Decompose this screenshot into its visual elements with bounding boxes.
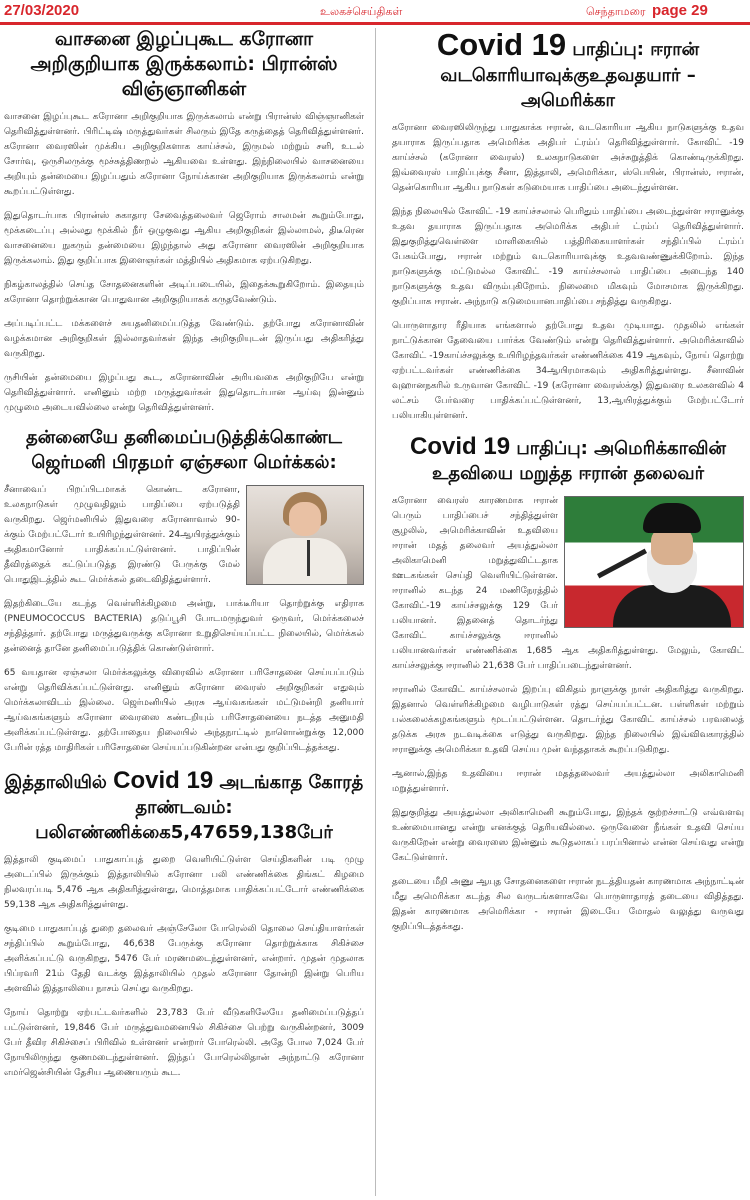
section-name: உலகச்செய்திகள்: [320, 5, 403, 18]
article-smell-loss: [4, 27, 364, 416]
article-paragraph: சீனாவைப் பிறப்பிடமாகக் கொண்ட கரோனா, உலகநாடுகள் முழுவதிலும் பாதிப்பை ஏற்படுத்தி வருகிறது. ஜெர்மனியில் இதுவரை கரோனாவால் 90-க்கும் மேற்பட்டோர் உயிரிழந்துள்ளனர். 24ஆயிரத்துக்கும் அதிகமானோர் பாதிக்கப்பட்டுள்ளனர். பாதிப்பின் தீவிரத்தைக் கட்டுப்படுத்த இரண்டு பேருக்கு மேல் பொதுஇடத்தில் கூட மெர்க்கல் தடைவிதித்துள்ளார்.: [4, 485, 240, 585]
article-paragraph: ஈரானில் கோவிட் காய்ச்சலால் இறப்பு விகிதம் நாளுக்கு நாள் அதிகரித்து வருகிறது. இதனால் வெள்ளிக்கிழமை வழிபாடுகள் ரத்து செய்யப்பட்டன. பள்ளிகள் மற்றும் பல்கலைக்கழகங்களும் மூடப்பட்டுள்ளன. தொடர்ந்து கோவிட் காய்ச்சல் பரவலைத் தடுக்க அரசு நடவடிக்கை எடுத்து வருகிறது. இந்த நிலையில் இவ்விவகாரத்தில் ஈரானுக்கு அமெரிக்கா உதவி செய்ய முன் வந்ததாகக் கூறப்படுகிறது.: [392, 685, 744, 755]
article-merkel: [4, 425, 364, 765]
article-us-aid: [392, 27, 744, 424]
paper-name: செந்தாமரை: [586, 5, 646, 18]
article-paragraph: தடையை மீறி அணு ஆயுத சோதனைகளை ஈரான் நடத்தியதன் காரணமாக அந்நாட்டின் மீது அமெரிக்கா கடந்த சில வருடங்களாகவே பொருளாதாரத் தடையை விதித்தது. இதன் காரணமாக அமெரிக்கா - ஈரான் இடையே மோதல் வலுத்து வருவது குறிப்பிடத்தக்கது.: [392, 877, 744, 932]
headline-part: அடங்காத கோரத் தாண்டவம்: பலிஎண்ணிக்கை5,47659,138பேர்: [35, 772, 364, 843]
headline-part: பாதிப்பு: அமெரிக்காவின் உதவியை மறுத்த ஈரான் தலைவர்: [432, 438, 726, 484]
headline-covid: Covid 19: [113, 767, 214, 794]
article-paragraph: பொருளாதார ரீதியாக எங்களால் தற்போது உதவ முடியாது. முதலில் எங்கள் நாட்டுக்கான தேவையை பார்க்க வேண்டும் என்று தெரிவித்துள்ளார். அமெரிக்காவில் கோவிட் -19காய்ச்சலுக்கு உயிரிழந்தவர்கள் எண்ணிக்கை 419 ஆகவும், நோய் தொற்று ஏற்பட்டவர்கள் எண்ணிக்கை 34ஆயிரமாகவும் அதிகரித்துள்ளது. சீனாவின் வுஹானநகரில் உருவான கோவிட் -19 (கரோனா வைரஸ்க்கு) இதுவரை உலகளவில் 4 லட்சம் பேர்வரை பாதிக்கப்பட்டுள்ளனர், 13,ஆயிரத்துக்கும் மேற்பட்டோர் பலியாகியுள்ளனர்.: [392, 321, 744, 421]
article-paragraph: கரோனா வைரஸிலிருந்து பாதுகாக்க ஈரான், வடகொரியா ஆகிய நாடுகளுக்கு உதவ தயாராக இருப்பதாக அமெரிக்க அதிபர் ட்ரம்ப் தெரிவித்துள்ளார். கோவிட் -19 காய்ச்சல் (கரோனா வைரஸ்) உலகநாடுகளை அச்சுறுத்திக் கொண்டிருக்கிறது. இவ்வைரஸ் பாதிப்புக்கு சீனா, இத்தாலி, அமெரிக்கா, ஸ்பெயின், பிரான்ஸ், ஈரான், தென்கொரியா ஆகிய நாடுகள் கடுமையாக பாதிப்பை அடைந்துள்ளன.: [392, 123, 744, 193]
article-paragraph: வாசனை இழப்புகூட கரோனா அறிகுறியாக இருக்கலாம் என்று பிரான்ஸ் விஞ்ஞானிகள் தெரிவித்துள்ளனர். பிரிட்டிஷ் மருத்துவர்கள் சிலரும் இதே கருத்தைத் தெரிவித்துள்ளனர். கரோனா வைரஸின் முக்கிய அறிகுறிகளாக காய்ச்சல், இருமல் மற்றும் சளி, உடல் சோர்வு, ஒருசிலருக்கு மூச்சுத்திணறல் ஆகியவை உள்ளது. இந்நிலையில் வாசனையை அறியும் தன்மையை இழப்பதும் கரோனா நோய்க்கான அறிகுறியாக இருக்கலாம் என்று கூறப்பட்டுள்ளது.: [4, 112, 364, 197]
headline-covid: Covid 19: [410, 433, 511, 460]
page-header: [0, 0, 750, 25]
issue-date: 27/03/2020: [4, 2, 80, 19]
article-paragraph: இதுதொடர்பாக பிரான்ஸ் சுகாதார சேவைத்தலைவர் ஜெரோம் சாலமன் கூறும்போது, மூக்கடைப்பு அல்லது மூக்கில் நீர் ஒழுகுவது ஆகிய அறிகுறிகள் இல்லாமல், திடீரென வாசனையை நுகரும் தன்மையை இழந்தால் அது கரோனா வைரஸின் அறிகுறியாக இருக்கலாம். இது குறிப்பாக இளைஞர்கள் மத்தியில் அதிகமாக ஏற்படுகிறது.: [4, 211, 364, 266]
article-paragraph: நோய் தொற்று ஏற்பட்டவர்களில் 23,783 பேர் வீடுகளிலேயே தனிமைப்படுத்தப் பட்டுள்ளனர், 19,846 பேர் மருத்துவமனையில் சிகிச்சை பெற்று வருகின்றனர், 3009 பேர் தீவிர சிகிச்சைப் பிரிவில் உள்ளனர் என்றார் போரெல்லி. அதே போல 7,024 பேர் நோயிலிருந்து குணமடைந்துள்ளனர். இந்தப் போரெல்லிதான் அந்நாட்டு கரோனா எமர்ஜென்சியின் தேசிய ஆணையரும் கூட.: [4, 1008, 364, 1078]
article-headline: வாசனை இழப்புகூட கரோனா அறிகுறியாக இருக்கலாம்: பிரான்ஸ் விஞ்ஞானிகள்: [30, 28, 338, 100]
right-column: [392, 25, 744, 1197]
merkel-photo: [246, 485, 364, 585]
article-paragraph: இதுகுறித்து அயத்துல்லா அலிகாமெனி கூறும்போது, இந்தக் குற்றச்சாட்டு எவ்வளவு உண்மையானது என்று எனக்குத் தெரியவில்லை. ஒருவேளை நீங்கள் உதவி செய்ய வருகிறேன் என்று வைரஸை இன்னும் கூடுதலாகப் பரப்பினால் என்ன செய்வது என்று கேட்டுள்ளார்.: [392, 808, 744, 863]
headline-part: பாதிப்பு: ஈரான் வடகொரியாவுக்குஉதவதயார் – அமெரிக்கா: [440, 39, 700, 111]
column-divider: [375, 28, 376, 1196]
article-paragraph: நிகழ்காலத்தில் செய்த சோதனைகளின் அடிப்படையில், இதைக்கூறுகிறோம். இதையும் கரோனா தொற்றுக்கான பொதுவான அறிகுறியாகக் கருதவேண்டும்.: [4, 280, 364, 305]
headline-part: இத்தாலியில்: [4, 772, 107, 793]
article-iran-refuses: [392, 433, 744, 935]
article-paragraph: இந்த நிலையில் கோவிட் -19 காய்ச்சலால் பெரிதும் பாதிப்பை அடைந்துள்ள ஈரானுக்கு உதவ தயாராக இருப்பதாக அமெரிக்க அதிபர் ட்ரம்ப் தெரிவித்துள்ளார். இதுகுறித்துவெள்ளை மாளிகையில் பத்திரிகையாளர்கள் சந்திப்பில் ட்ரம்ப் பேசும்போது, ஈரான் மற்றும் வடகொரியாவுக்கு உதவவண்ணுக்கிறோம். இந்த நாடுகளுக்கு மட்டுமல்ல கோவிட் -19 காய்ச்சலால் பாதிப்பை அடைந்த 140 நாடுகளுக்கு உதவ விரும்புகிறோம். நிலைமை மிகவும் மோசமாக இருக்கிறது. குறிப்பாக ஈரான். அந்நாடு கடுமையானபாதிப்பை சந்தித்து வருகிறது.: [392, 207, 744, 307]
article-paragraph: ஆனால்,இந்த உதவியை ஈரான் மதத்தலைவர் அயத்துல்லா அலிகாமெனி மறுத்துள்ளார்.: [392, 769, 744, 794]
article-headline: தன்னையே தனிமைப்படுத்திக்கொண்ட ஜெர்மனி பிரதமர் ஏஞ்சலா மெர்க்கல்:: [26, 427, 342, 473]
article-headline: [4, 767, 364, 845]
article-paragraph: கரோனா வைரஸ் காரணமாக ஈரான் பெரும் பாதிப்பைச் சந்தித்துள்ள சூழலில், அமெரிக்காவின் உதவியை ஈரான் மதத் தலைவர் அயத்துல்லா அலிகாமெனி மறுத்துவிட்டதாக ஊடகங்கள் செய்தி வெளியிட்டுள்ளன. ஈரானில் கடந்த 24 மணிநேரத்தில் கோவிட்-19 காய்ச்சலுக்கு 129 பேர் பலியானர். இதனைத் தொடர்ந்து கோவிட் காய்ச்சலுக்கு ஈரானில் பலியானவர்கள் எண்ணிக்கை 1,685 ஆக அதிகரித்துள்ளது. மேலும், கோவிட் காய்ச்சலுக்கு ஈரானில் 21,638 பேர் பாதிப்படைந்துள்ளனர்.: [392, 496, 744, 671]
article-paragraph: இதற்கிடையே கடந்த வெள்ளிக்கிழமை அன்று, பாக்டீரியா தொற்றுக்கு எதிராக (PNEUMOCOCCUS BACTERIA) தடுப்பூசி போடமருந்துவர் ஒருவர், மெர்க்கலைச் சந்தித்தார். தற்போது மருத்துவருக்கு கரோனா உறுதிசெய்யப்பட்ட நிலையில், மெர்க்கல் தன்னைத் தானே தனிமைப்படுத்திக் கொண்டுள்ளார்.: [4, 599, 364, 654]
article-headline: [392, 27, 744, 113]
article-headline: [392, 433, 744, 486]
headline-covid: Covid 19: [436, 27, 567, 62]
article-italy: [4, 767, 364, 1081]
article-paragraph: அப்படிப்பட்ட மக்களைச் சுயதனிமைப்படுத்த வேண்டும். தற்போது கரோனாவின் வழக்கமான அறிகுறிகள் இல்லாதவர்கள் இந்த அறிகுறியுடன் இருப்பது அதிகரித்து வருகிறது.: [4, 319, 364, 359]
article-paragraph: இத்தாலி குடிமைப் பாதுகாப்புத் துறை வெளியிட்டுள்ள செய்திகளின் படி முழு அடைப்பில் இருக்கும் இத்தாலியில் கரோனா பலி எண்ணிக்கை திங்கட் கிழமை நிலவரப்படி 5,476 ஆக அதிகரித்துள்ளது, மொத்தமாக பாதிக்கப்பட்டோர் எண்ணிக்கை 59,138 ஆக அதிகரித்துள்ளது.: [4, 855, 364, 910]
article-paragraph: குடிமை பாதுகாப்புத் துறை தலைவர் அஞ்சேலோ போரெல்லி தொலை செய்தியாளர்கள் சந்திப்பில் கூறும்போது, 46,638 பேருக்கு கரோனா தொற்றுக்காக சிகிச்சை அளிக்கப்பட்டு வருகிறது, 5476 பேர் மரணமடைந்துள்ளனர், என்றார். முதன் முதலாக பிப்ரவரி 21ம் தேதி வடக்கு இத்தாலியில் முதல் கரோனா தோன்றி இன்று பெரிய அளவில் இத்தாலியை நாசம் செய்து வருகிறது.: [4, 924, 364, 994]
left-column: [4, 25, 364, 1197]
article-paragraph: ருசியின் தன்மையை இழப்பது கூட, கரோனாவின் அரியவகை அறிகுறியே என்று தெரிவித்துள்ளார். எனினும் மற்ற மருத்துவர்கள் இதுதொடர்பான ஆய்வு இன்னும் முழுமை அடையவில்லை என்று தெரிவித்துள்ளனர்.: [4, 373, 364, 413]
khamenei-photo: [564, 496, 744, 628]
page-number: page 29: [652, 2, 708, 19]
article-paragraph: 65 வயதான ஏஞ்சலா மெர்க்கலுக்கு விரைவில் கரோனா பரிசோதனை செய்யப்படும் என்று தெரிவிக்கப்பட்டுள்ளது. எனினும் கரோனா வைரஸ் அறிகுறிகள் எதுவும் மெர்க்கலாவிடம் இல்லை. ஜெர்மனியில் அரசு ஆய்வகங்கள் மட்டுமன்றி தனியார் ஆய்வகங்களும் கரோனா வைரஸை கண்டறியும் பரிசோதனையை நடத்த அனுமதி அளிக்கப்பட்டுள்ளது. தற்போதைய நிலையில் அந்தநாட்டில் நாளொன்றுக்கு 12,000 பேரின் ரத்த மாதிரிகள் பரிசோதனை செய்யப்படுகின்றன என்பது குறிப்பிடத்தக்கது.: [4, 668, 364, 753]
